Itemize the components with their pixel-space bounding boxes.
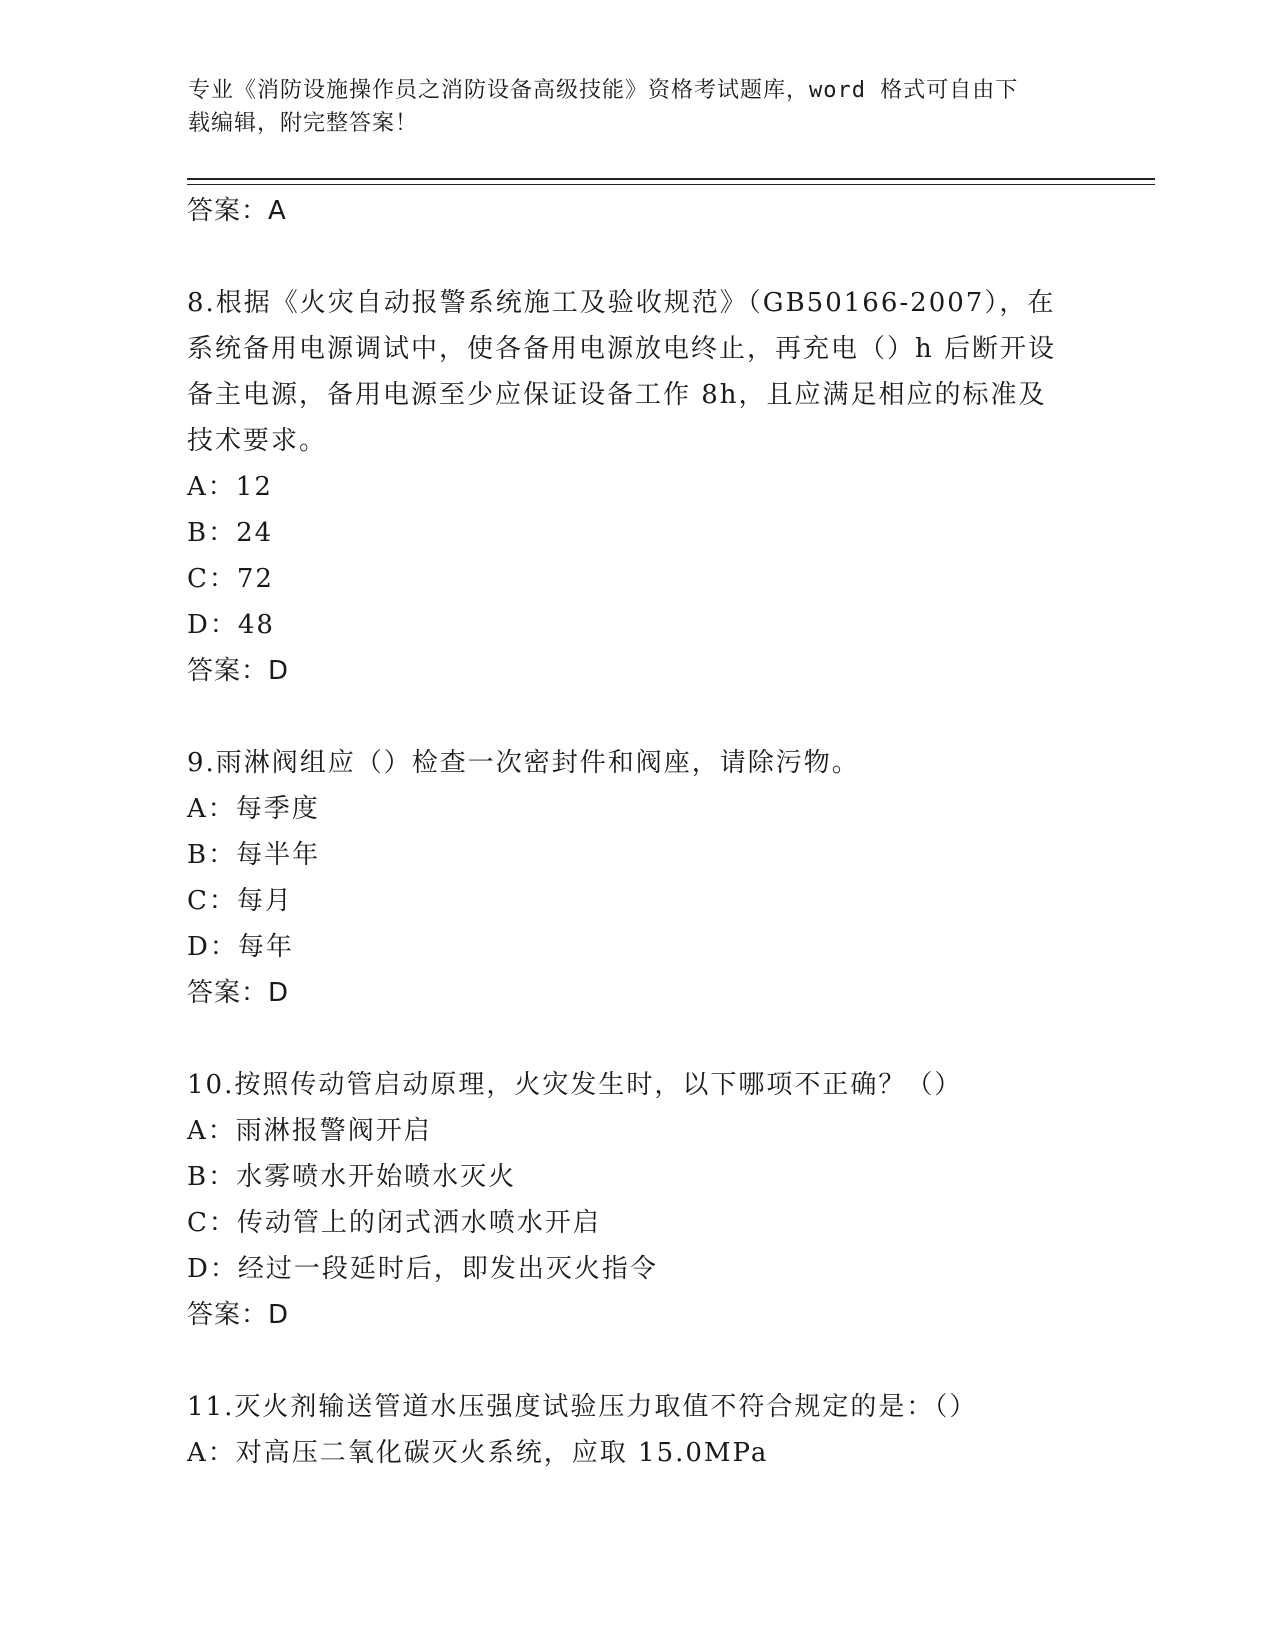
document-header <box>188 74 1068 140</box>
question-stem-line: 8.根据《火灾自动报警系统施工及验收规范》（GB50166-2007），在 <box>187 288 1056 318</box>
spacer <box>187 1338 1087 1384</box>
spacer <box>187 234 1087 280</box>
previous-answer: 答案：A <box>187 196 287 226</box>
question-stem-line: 10.按照传动管启动原理，火灾发生时，以下哪项不正确？（） <box>187 1070 963 1100</box>
question-8 <box>187 280 1087 694</box>
question-10 <box>187 1062 1087 1338</box>
question-stem-line: 系统备用电源调试中，使各备用电源放电终止，再充电（）h 后断开设 <box>187 334 1057 364</box>
answer: 答案：D <box>187 656 290 686</box>
question-9 <box>187 740 1087 1016</box>
option-b: B：24 <box>187 518 274 548</box>
question-stem-line: 11.灭火剂输送管道水压强度试验压力取值不符合规定的是：（） <box>187 1392 978 1422</box>
question-11 <box>187 1384 1087 1476</box>
question-stem-line: 9.雨淋阀组应（）检查一次密封件和阀座，请除污物。 <box>187 748 860 778</box>
header-line-2: 载编辑，附完整答案！ <box>188 111 419 136</box>
option-a: A：12 <box>187 472 273 502</box>
header-rule-thin <box>187 184 1155 185</box>
option-a: A：雨淋报警阀开启 <box>187 1116 432 1146</box>
header-line-1: 专业《消防设施操作员之消防设备高级技能》资格考试题库，word 格式可自由下 <box>188 78 1019 103</box>
answer: 答案：D <box>187 978 290 1008</box>
document-body <box>187 188 1087 1476</box>
option-d: D：每年 <box>187 932 294 962</box>
option-c: C：每月 <box>187 886 293 916</box>
option-d: D：48 <box>187 610 275 640</box>
spacer <box>187 694 1087 740</box>
question-stem-line: 备主电源，备用电源至少应保证设备工作 8h，且应满足相应的标准及 <box>187 380 1047 410</box>
header-rule-thick <box>187 178 1155 180</box>
option-c: C：72 <box>187 564 274 594</box>
spacer <box>187 1016 1087 1062</box>
option-a: A：对高压二氧化碳灭火系统，应取 15.0MPa <box>187 1438 769 1468</box>
answer: 答案：D <box>187 1300 290 1330</box>
option-a: A：每季度 <box>187 794 320 824</box>
question-stem-line: 技术要求。 <box>187 426 328 456</box>
option-b: B：水雾喷水开始喷水灭火 <box>187 1162 517 1192</box>
option-b: B：每半年 <box>187 840 321 870</box>
option-c: C：传动管上的闭式洒水喷水开启 <box>187 1208 601 1238</box>
option-d: D：经过一段延时后，即发出灭火指令 <box>187 1254 658 1284</box>
